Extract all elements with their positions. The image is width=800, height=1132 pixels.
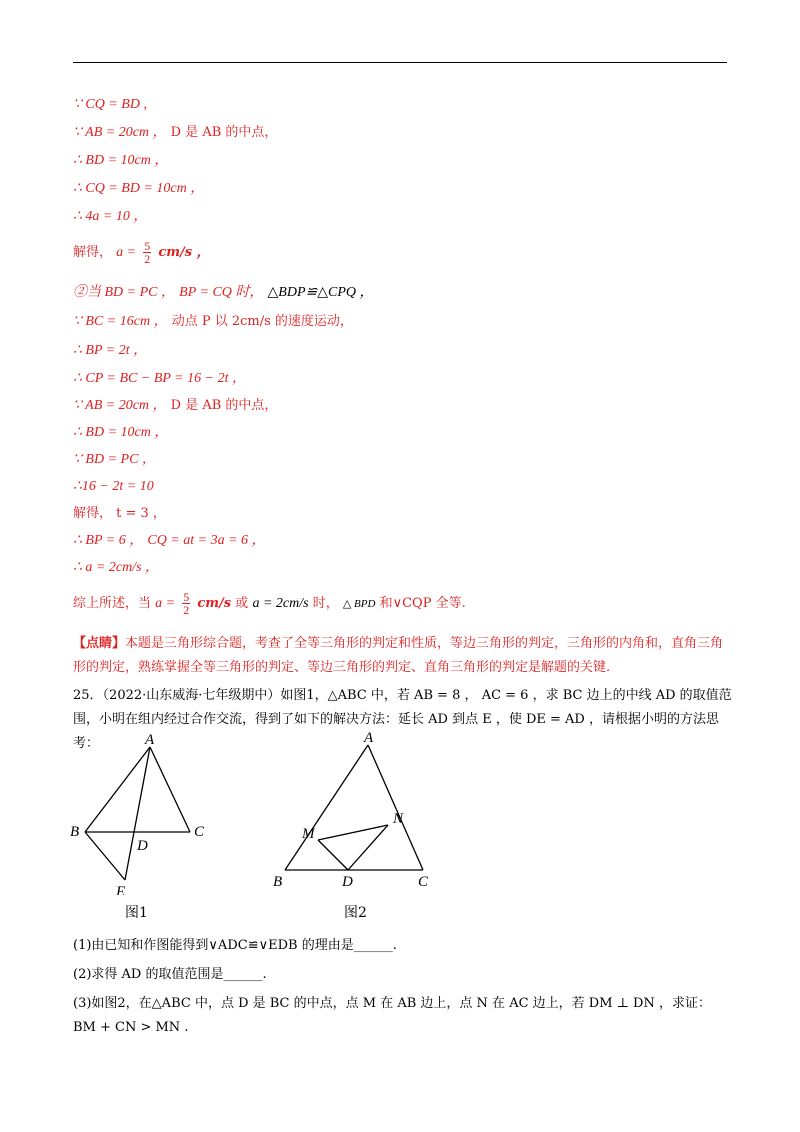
line-8: ∵ BC = 16cm ， 动点 P 以 2cm/s 的速度运动，	[73, 314, 353, 329]
fig1-label-a: A	[145, 732, 155, 748]
line-6: 解得， a = $\frac{5}{2}$ cm/s ，	[73, 239, 210, 266]
figure-2	[268, 730, 438, 890]
note-text: 本题是三角形综合题，考查了全等三角形的判定和性质，等边三角形的判定，三角形的内角和，直角三角形的判定，熟练掌握全等三角形的判定、等边三角形的判定、直角三角形的判定是解题的关键.	[73, 636, 724, 675]
question-1: (1)由已知和作图能得到∨ADC≌∨EDB 的理由是______.	[73, 938, 397, 953]
fraction-5-2: $\frac{5}{2}$	[144, 239, 151, 266]
line-17: ∴ a = 2cm/s ，	[73, 560, 160, 575]
fig1-label-e: E	[116, 884, 126, 895]
header-rule	[73, 62, 727, 63]
question-3: (3)如图2，在△ABC 中，点 D 是 BC 的中点，点 M 在 AB 边上，点 N 在 AC 边上，若 DM ⊥ DN ，求证：	[73, 996, 711, 1011]
fig2-label-m: M	[302, 826, 315, 842]
line-12: ∴ BD = 10cm ，	[73, 425, 169, 440]
problem-25-intro: 25．（2022·山东威海·七年级期中）如图1，△ABC 中，若 AB = 8 ， AC = 6 ，求 BC 边上的中线 AD 的取值范围，小明在组内经过合作交流，得到了如下的解决方法：延长 AD 到点 E ，使 DE = AD ，请根据小明的方法思考：	[73, 688, 732, 751]
line-15: 解得， t = 3 ，	[73, 506, 166, 521]
key-point-note	[73, 632, 733, 680]
line-7: ②当 BD = PC ， BP = CQ 时， △BDP≌△CPQ ，	[73, 285, 374, 300]
question-2: (2)求得 AD 的取值范围是______.	[73, 967, 267, 982]
line-13: ∵ BD = PC ，	[73, 452, 156, 467]
line-3: ∴ BD = 10cm ，	[73, 153, 169, 168]
fig1-label-c: C	[194, 824, 205, 840]
fig2-label-d: D	[342, 874, 353, 890]
figure-2-caption: 图2	[344, 905, 367, 921]
fig1-label-b: B	[70, 824, 80, 840]
figure-1-caption: 图1	[125, 905, 148, 921]
line-14: ∴16 − 2t = 10	[73, 479, 154, 494]
fig1-label-d: D	[137, 838, 148, 854]
line-4: ∴ CQ = BD = 10cm ，	[73, 181, 205, 196]
line-2: ∵ AB = 20cm ， D 是 AB 的中点，	[73, 125, 278, 140]
line-10: ∴ CP = BC − BP = 16 − 2t ，	[73, 371, 246, 386]
note-tag: 【点睛】	[73, 636, 126, 651]
line-11: ∵ AB = 20cm ， D 是 AB 的中点，	[73, 398, 278, 413]
line-18: 综上所述，当 a = $\frac{5}{2}$ cm/s 或 a = 2cm/s 时， △ BPD 和∨CQP 全等.	[73, 590, 466, 617]
line-1: ∵ CQ = BD ,	[73, 97, 147, 112]
fig2-label-c: C	[418, 874, 429, 890]
line-16: ∴ BP = 6 ， CQ = at = 3a = 6 ，	[73, 533, 266, 548]
fig2-label-n: N	[393, 811, 404, 827]
line-5: ∴ 4a = 10 ，	[73, 209, 148, 224]
figure-1	[70, 730, 230, 895]
fraction-5-2-b: $\frac{5}{2}$	[183, 590, 190, 617]
fig2-label-a: A	[364, 730, 374, 746]
line-9: ∴ BP = 2t ，	[73, 343, 148, 358]
fig2-label-b: B	[273, 874, 283, 890]
question-3-conclusion: BM + CN > MN .	[73, 1020, 189, 1035]
